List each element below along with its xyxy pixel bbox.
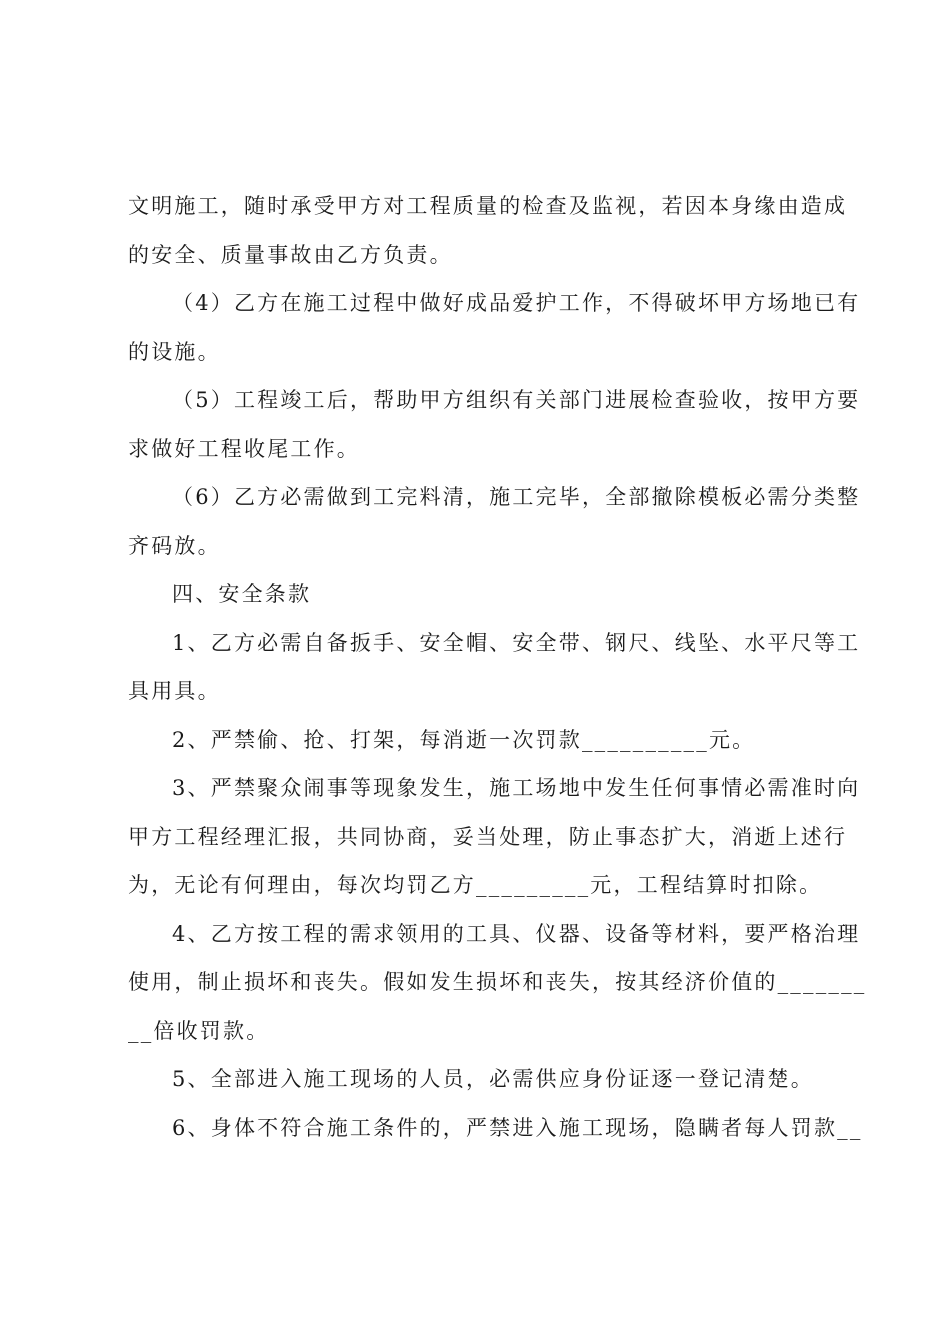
- text-line: 2、严禁偷、抢、打架，每消逝一次罚款__________元。: [172, 727, 756, 752]
- text-line: 4、乙方按工程的需求领用的工具、仪器、设备等材料，要严格治理: [172, 921, 861, 946]
- text-line: 6、身体不符合施工条件的，严禁进入施工现场，隐瞒者每人罚款__: [172, 1115, 863, 1140]
- text-line: __倍收罚款。: [128, 1018, 270, 1043]
- text-line: 甲方工程经理汇报，共同协商，妥当处理，防止事态扩大，消逝上述行: [128, 824, 848, 849]
- text-line: 的安全、质量事故由乙方负责。: [128, 242, 453, 267]
- text-line: 齐码放。: [128, 533, 221, 558]
- section-heading: 四、安全条款: [172, 582, 312, 606]
- text-line: 3、严禁聚众闹事等现象发生，施工场地中发生任何事情必需准时向: [172, 776, 861, 800]
- text-line: （4）乙方在施工过程中做好成品爱护工作，不得破坏甲方场地已有: [172, 291, 861, 315]
- document-body: [128, 182, 867, 1152]
- text-line: 为，无论有何理由，每次均罚乙方_________元，工程结算时扣除。: [128, 873, 823, 897]
- text-line: 文明施工，随时承受甲方对工程质量的检查及监视，若因本身缘由造成: [128, 194, 848, 218]
- text-line: 的设施。: [128, 339, 221, 364]
- text-line: （6）乙方必需做到工完料清，施工完毕，全部撤除模板必需分类整: [172, 485, 861, 509]
- text-line: 使用，制止损坏和丧失。假如发生损坏和丧失，按其经济价值的_______: [128, 970, 867, 994]
- text-line: 具用具。: [128, 679, 221, 703]
- text-line: 求做好工程收尾工作。: [128, 436, 360, 461]
- text-line: （5）工程竣工后，帮助甲方组织有关部门进展检查验收，按甲方要: [172, 388, 861, 412]
- text-line: 1、乙方必需自备扳手、安全帽、安全带、钢尺、线坠、水平尺等工: [172, 630, 861, 655]
- text-line: 5、全部进入施工现场的人员，必需供应身份证逐一登记清楚。: [172, 1067, 814, 1091]
- text-block: [128, 182, 867, 1152]
